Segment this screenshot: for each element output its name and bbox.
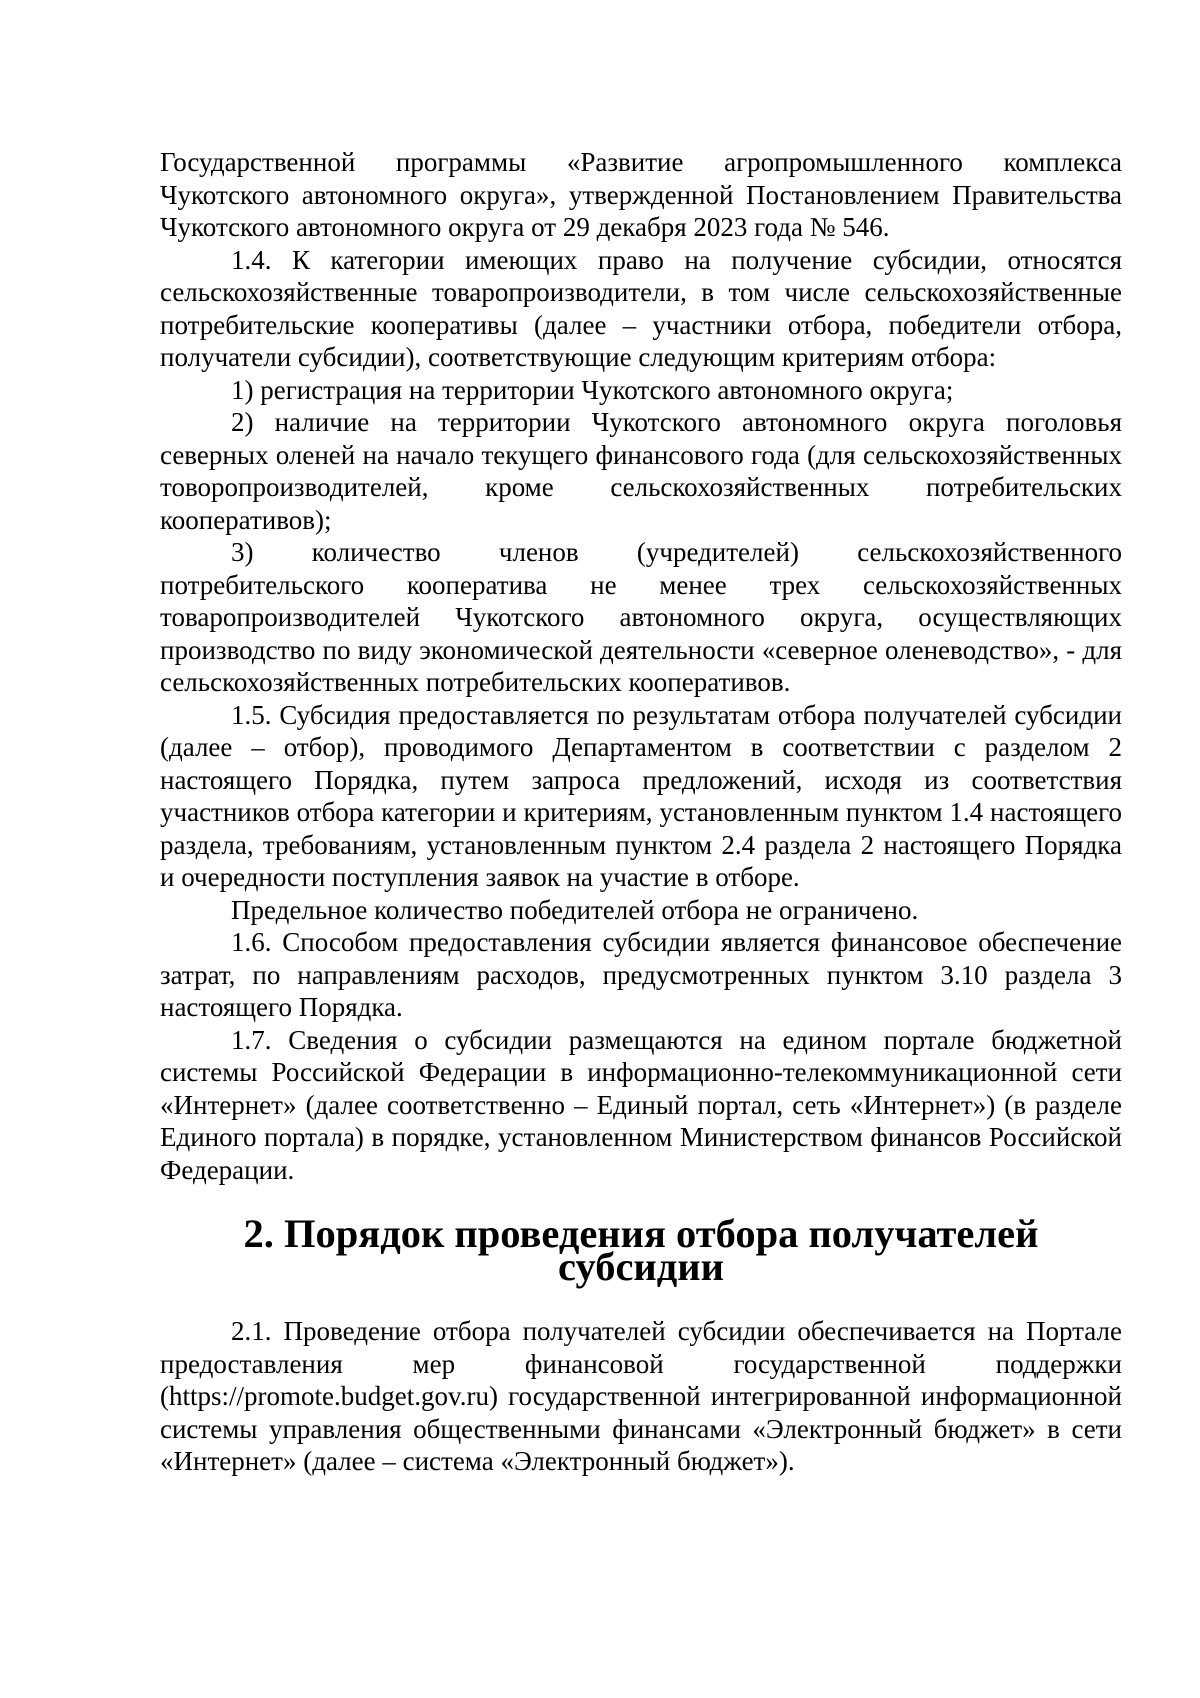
- paragraph-1-4: 1.4. К категории имеющих право на получение субсидии, относятся сельскохозяйственные товаропроизводители, в том числе сельскохозяйственные потребительские кооперативы (далее – участники отбора, победители отбора, получатели субсидии), соответствующие следующим критериям отбора:: [160, 244, 1122, 372]
- criterion-3: 3) количество членов (учредителей) сельскохозяйственного потребительского кооператива не менее трех сельскохозяйственных товаропроизводителей Чукотского автономного округа, осуществляющих производство по виду экономической деятельности «северное оленеводство», - для сельскохозяйственных потребительских кооперативов.: [160, 537, 1122, 697]
- document-page: [160, 146, 1122, 1478]
- paragraph-1-5: 1.5. Субсидия предоставляется по результатам отбора получателей субсидии (далее – отбор), проводимого Департаментом в соответствии с разделом 2 настоящего Порядка, путем запроса предложений, исходя из соответствия участников отбора категории и критериям, установленным пунктом 1.4 настоящего раздела, требованиям, установленным пунктом 2.4 раздела 2 настоящего Порядка и очередности поступления заявок на участие в отборе.: [160, 699, 1122, 892]
- criterion-2: 2) наличие на территории Чукотского автономного округа поголовья северных оленей на начало текущего финансового года (для сельскохозяйственных товоропроизводителей, кроме сельскохозяйственных потребительских кооперативов);: [160, 407, 1122, 535]
- paragraph-1-7: 1.7. Сведения о субсидии размещаются на едином портале бюджетной системы Российской Федерации в информационно-телекоммуникационной сети «Интернет» (далее соответственно – Единый портал, сеть «Интернет») (в разделе Единого портала) в порядке, установленном Министерством финансов Российской Федерации.: [160, 1024, 1122, 1185]
- criterion-1: 1) регистрация на территории Чукотского автономного округа;: [231, 374, 954, 405]
- paragraph-winners-limit: Предельное количество победителей отбора не ограничено.: [231, 894, 919, 925]
- paragraph-program-reference: Государственной программы «Развитие агропромышленного комплекса Чукотского автономного округа», утвержденной Постановлением Правительства Чукотского автономного округа от 29 декабря 2023 года № 546.: [160, 147, 1122, 242]
- paragraph-2-1: 2.1. Проведение отбора получателей субсидии обеспечивается на Портале предоставления мер финансовой государственной поддержки (https://promote.budget.gov.ru) государственной интегрированной информационной системы управления общественными финансами «Электронный бюджет» в сети «Интернет» (далее – система «Электронный бюджет»).: [160, 1316, 1122, 1476]
- section-2-heading: 2. Порядок проведения отбора получателей субсидии: [243, 1211, 1039, 1289]
- paragraph-1-6: 1.6. Способом предоставления субсидии является финансовое обеспечение затрат, по направлениям расходов, предусмотренных пунктом 3.10 раздела 3 настоящего Порядка.: [160, 927, 1122, 1022]
